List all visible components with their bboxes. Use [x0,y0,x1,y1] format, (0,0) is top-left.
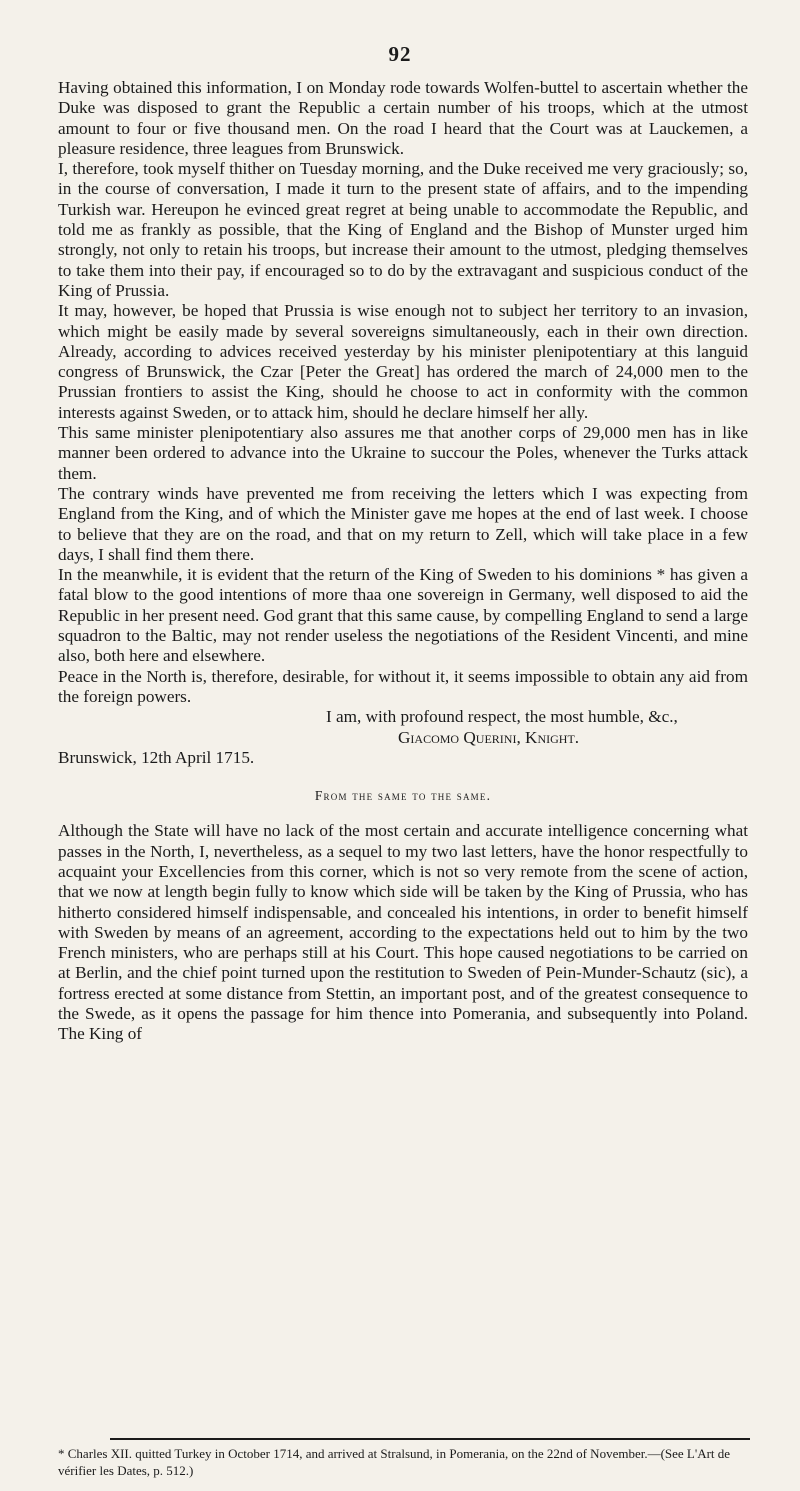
paragraph: In the meanwhile, it is evident that the return of the King of Sweden to his dominions * has given a fatal blow to the good intentions of more thaa one sovereign in Germany, well disposed to aid the Republic in her present need. God grant that this same cause, by compelling England to send a large squadron to the Baltic, may not render useless the negotiations of the Resident Vincenti, and mine also, both here and elsewhere. [58,565,748,666]
paragraph: Peace in the North is, therefore, desirable, for without it, it seems impossible to obtain any aid from the foreign powers. [58,666,748,706]
paragraph: The contrary winds have prevented me from receiving the letters which I was expecting from England from the King, and of which the Minister gave me hopes at the end of last week. I choose to believe that they are on the road, and that on my return to Zell, which will take place in a few days, I shall find them there. [58,483,748,564]
paragraph: Having obtained this information, I on Monday rode towards Wolfen-buttel to ascertain whether the Duke was disposed to grant the Republic a certain number of his troops, which at the utmost amount to four or five thousand men. On the road I heard that the Court was at Lauckemen, a pleasure residence, three leagues from Brunswick. [58,78,748,158]
paragraph: This same minister plenipotentiary also assures me that another corps of 29,000 men has in like manner been ordered to advance into the Ukraine to succour the Poles, whenever the Turks attack them. [58,423,748,483]
letter-body [58,78,748,1045]
footnote: * Charles XII. quitted Turkey in October 1714, and arrived at Stralsund, in Pomerania, on the 22nd of November.—(See L'Art de vérifier les Dates, p. 512.) [58,1446,731,1478]
section-heading: From the same to the same. [314,788,492,804]
dateline: Brunswick, 12th April 1715. [58,747,255,767]
signature: Giacomo Querini, Knight. [398,727,580,747]
footnote-rule [110,1438,750,1440]
paragraph: It may, however, be hoped that Prussia is wise enough not to subject her territory to an invasion, which might be easily made by several sovereigns simultaneously, each in their own direction. Already, according to advices received yesterday by his minister plenipotentiary at this languid congress of Brunswick, the Czar [Peter the Great] has ordered the march of 24,000 men to the Prussian frontiers to assist the King, should he choose to act in conformity with the common interests against Sweden, or to attack him, should he declare himself her ally. [58,301,748,422]
signoff: I am, with profound respect, the most humble, &c., [326,707,678,727]
page-number: 92 [388,42,412,66]
paragraph: I, therefore, took myself thither on Tuesday morning, and the Duke received me very graciously; so, in the course of conversation, I made it turn to the present state of affairs, and to the impending Turkish war. Hereupon he evinced great regret at being unable to accommodate the Republic, and told me as frankly as possible, that the King of England and the Bishop of Munster urged him strongly, not only to retain his troops, but increase their amount to the utmost, pledging themselves to take them into their pay, if encouraged so to do by the extravagant and suspicious conduct of the King of Prussia. [58,159,748,300]
paragraph: Although the State will have no lack of the most certain and accurate intelligence concerning what passes in the North, I, nevertheless, as a sequel to my two last letters, have the honor respectfully to acquaint your Excellencies from this corner, which is not so very remote from the scene of action, that we now at length begin fully to know which side will be taken by the King of Prussia, who has hitherto considered himself indispensable, and concealed his intentions, in order to benefit himself with Sweden by means of an agreement, according to the expectations held out to him by the two French ministers, who are perhaps still at his Court. This hope caused negotiations to be carried on at Berlin, and the chief point turned upon the restitution to Sweden of Pein-Munder-Schautz (sic), a fortress erected at some distance from Stettin, an important post, and of the greatest consequence to the Swede, as it opens the passage for him thence into Pomerania, and subsequently into Poland. The King of [58,821,748,1044]
